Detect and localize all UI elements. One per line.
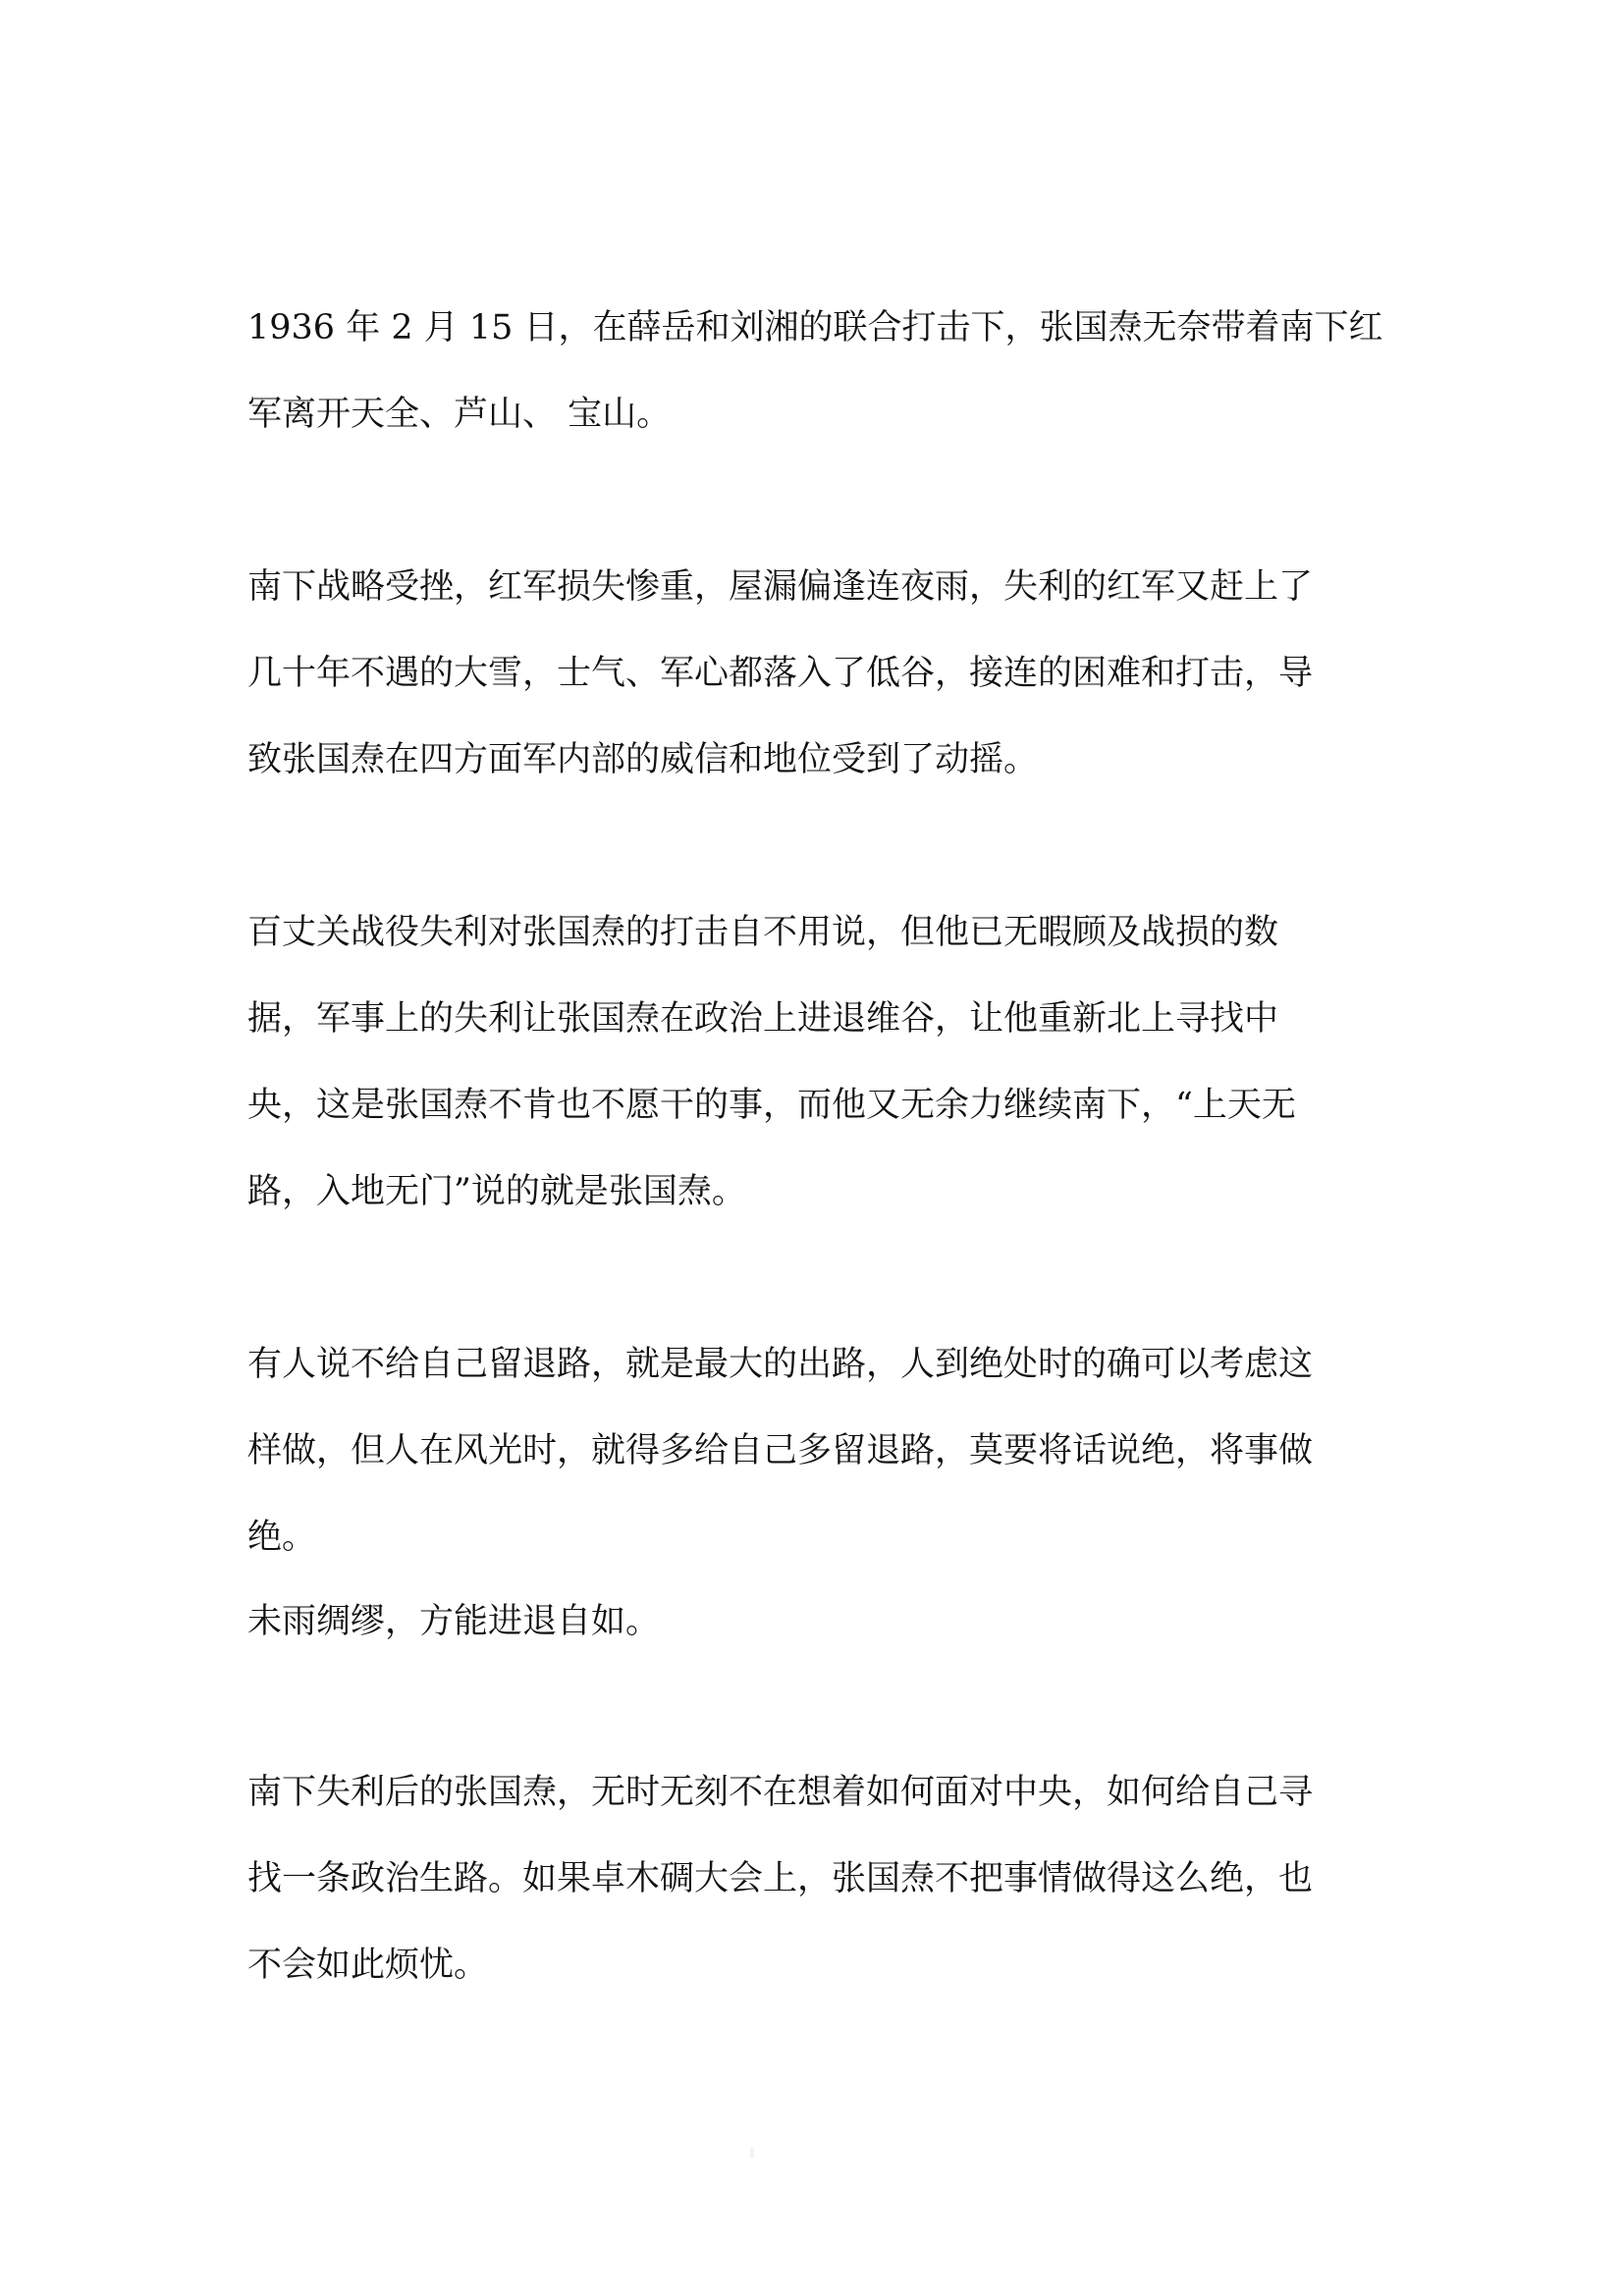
paragraph-3-line-2: 据，军事上的失利让张国焘在政治上进退维谷，让他重新北上寻找中 — [247, 999, 1279, 1039]
paragraph-3-line-4: 路，入地无门”说的就是张国焘。 — [247, 1172, 746, 1211]
page-footer-mark — [750, 2148, 754, 2158]
paragraph-4-line-2: 样做，但人在风光时，就得多给自己多留退路，莫要将话说绝，将事做 — [247, 1431, 1314, 1470]
paragraph-2-line-3: 致张国焘在四方面军内部的威信和地位受到了动摇。 — [247, 740, 1039, 779]
paragraph-5-line-1: 南下失利后的张国焘，无时无刻不在想着如何面对中央，如何给自己寻 — [247, 1773, 1314, 1812]
paragraph-2-line-1: 南下战略受挫，红军损失惨重，屋漏偏逢连夜雨，失利的红军又赶上了 — [247, 567, 1314, 607]
paragraph-5-line-3: 不会如此烦忧。 — [247, 1946, 489, 1985]
paragraph-3-line-1: 百丈关战役失利对张国焘的打击自不用说，但他已无暇顾及战损的数 — [247, 913, 1279, 952]
paragraph-1-line-2: 军离开天全、芦山、 宝山。 — [247, 395, 672, 434]
paragraph-4-line-4: 未雨绸缪，方能进退自如。 — [247, 1602, 661, 1641]
paragraph-3-line-3: 央，这是张国焘不肯也不愿干的事，而他又无余力继续南下，“上天无 — [247, 1086, 1296, 1125]
paragraph-1-line-1: 1936 年 2 月 15 日，在薛岳和刘湘的联合打击下，张国焘无奈带着南下红 — [247, 308, 1383, 347]
paragraph-4-line-1: 有人说不给自己留退路，就是最大的出路，人到绝处时的确可以考虑这 — [247, 1345, 1314, 1384]
paragraph-2-line-2: 几十年不遇的大雪，士气、军心都落入了低谷，接连的困难和打击，导 — [247, 654, 1314, 693]
paragraph-4-line-3: 绝。 — [247, 1518, 317, 1557]
paragraph-5-line-2: 找一条政治生路。如果卓木碉大会上，张国焘不把事情做得这么绝，也 — [247, 1859, 1314, 1898]
